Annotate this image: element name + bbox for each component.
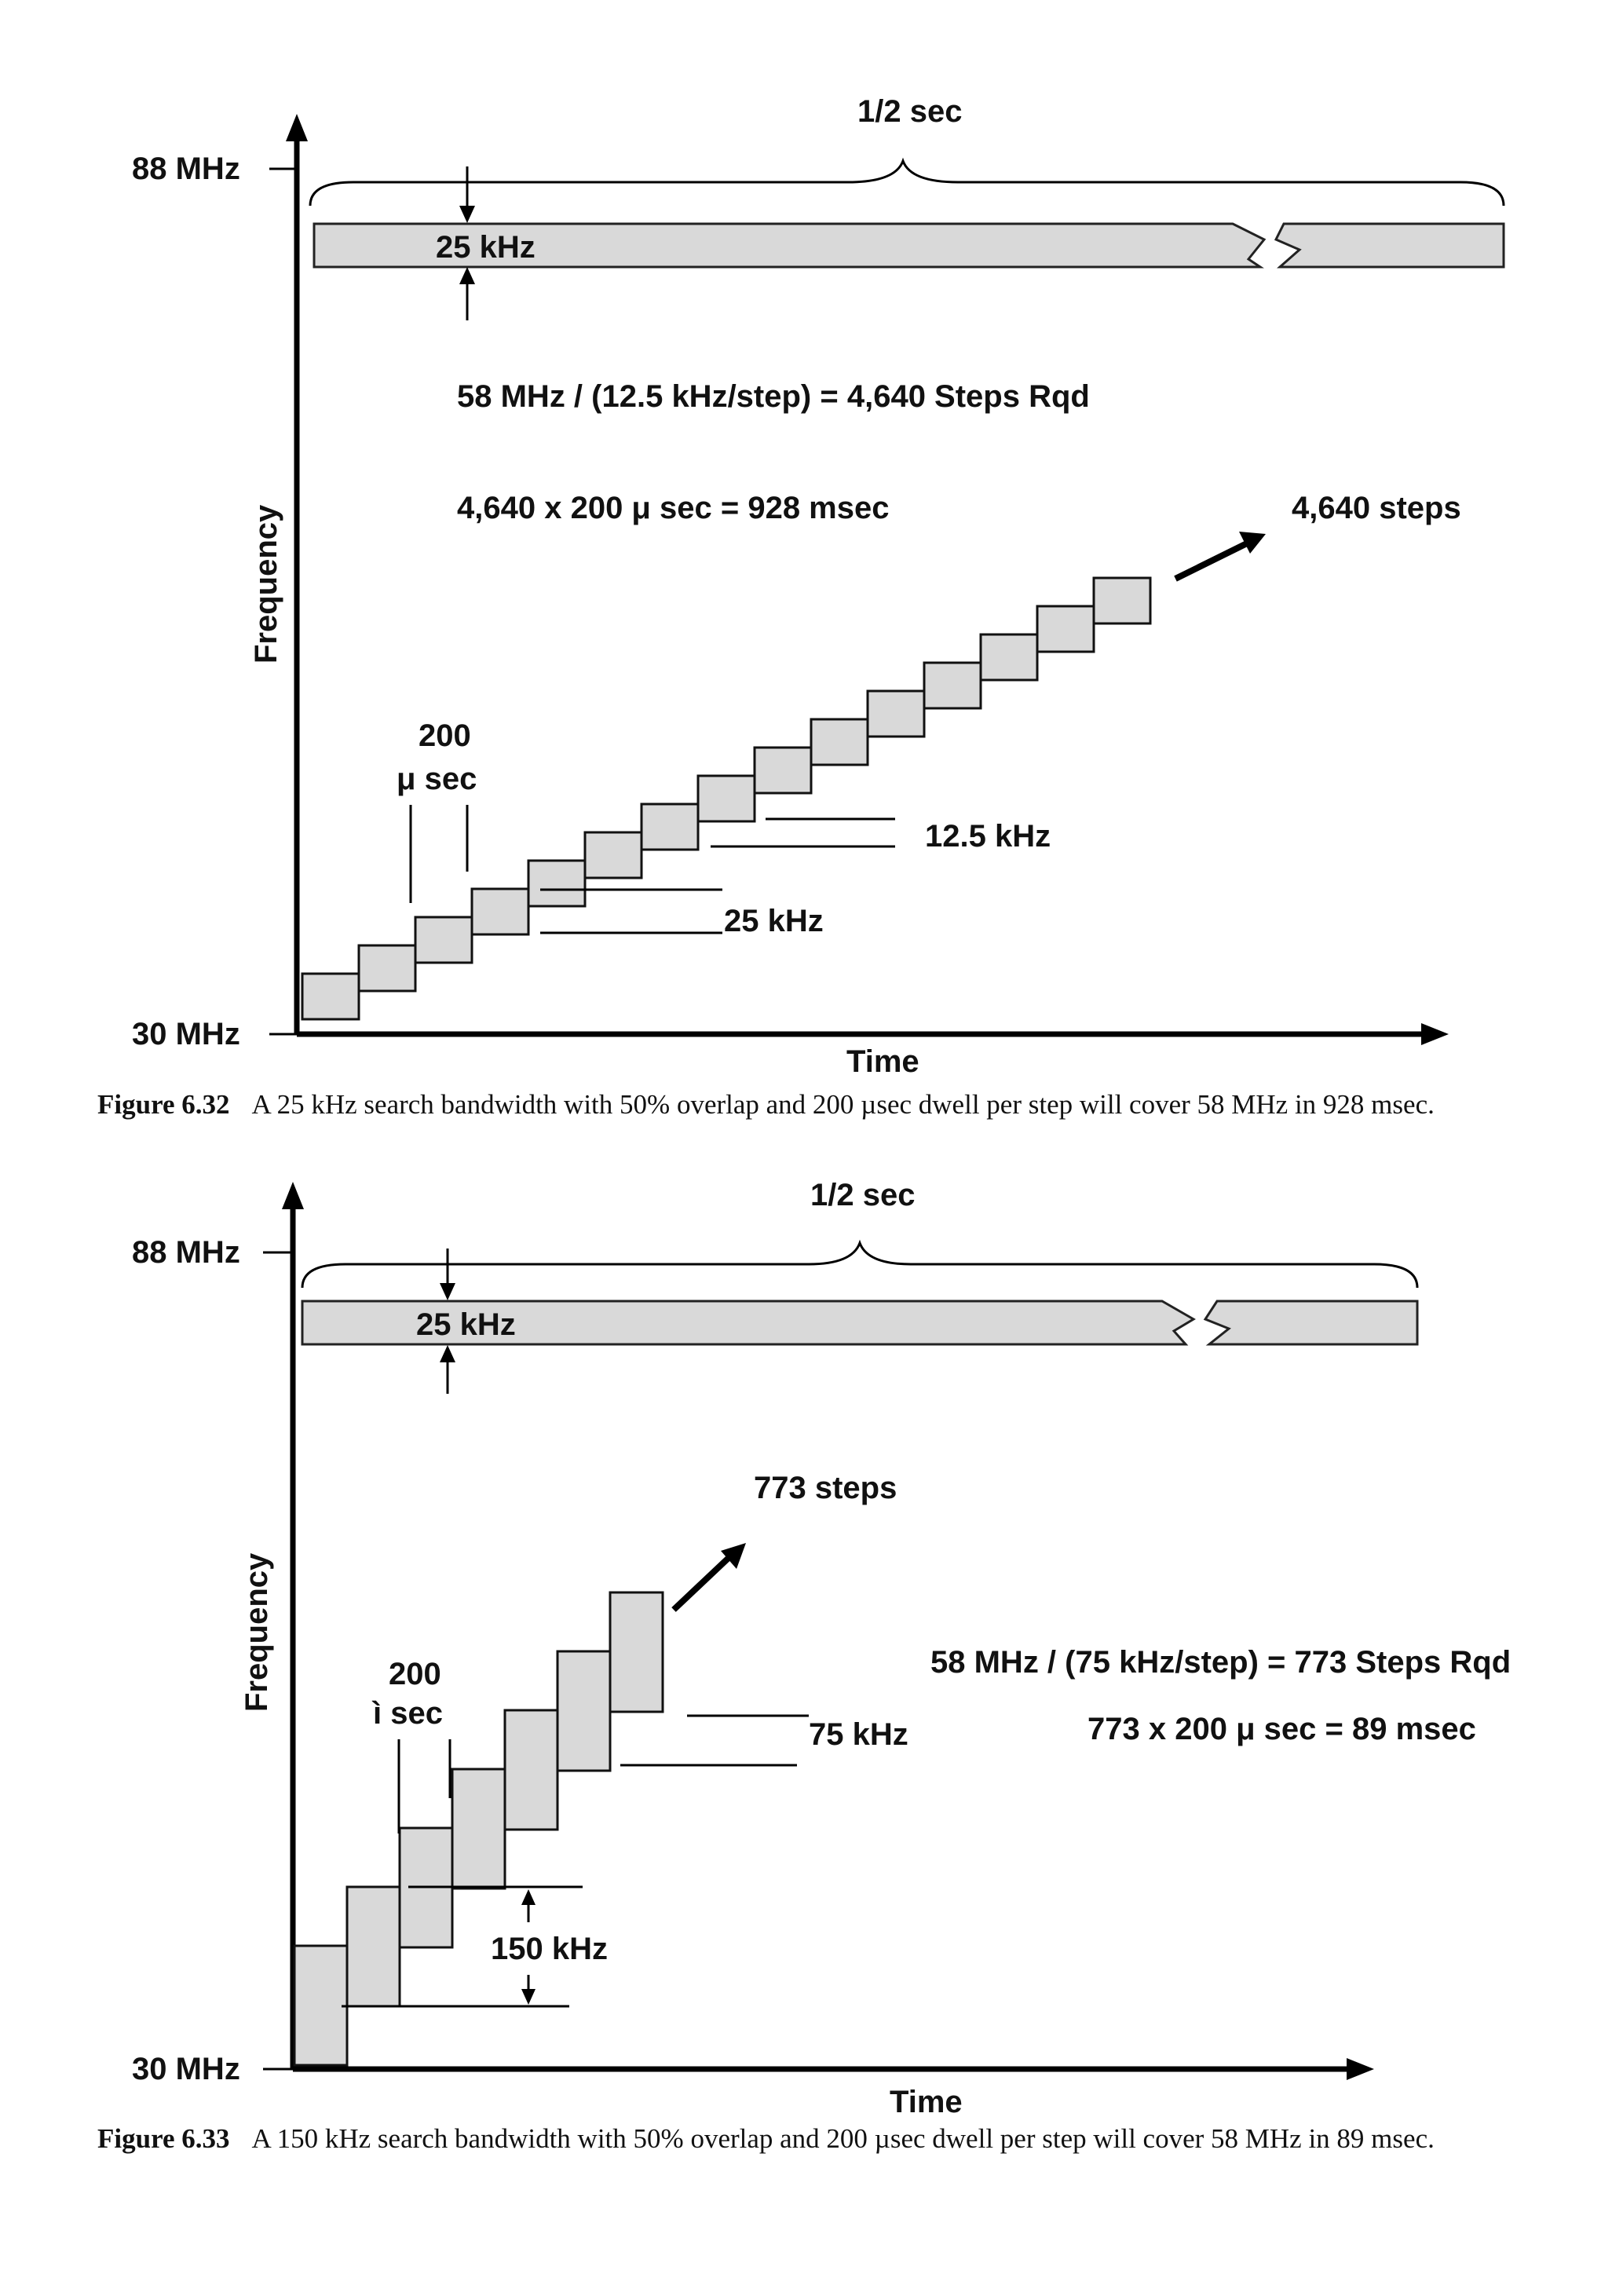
step-box [359, 945, 415, 991]
staircase [294, 1592, 663, 2065]
step-box [868, 691, 924, 737]
band-arrowhead-down [459, 206, 475, 223]
equation-2: 4,640 x 200 μ sec = 928 msec [457, 491, 890, 525]
figure-6-32-diagram [0, 0, 1623, 1079]
y-bottom-label: 30 MHz [132, 1017, 240, 1051]
step-box [528, 861, 585, 906]
step-box [302, 974, 359, 1019]
figure-6-32 [0, 0, 1623, 1079]
figure-6-33-diagram [0, 1162, 1623, 2199]
staircase [302, 578, 1150, 1019]
caption-text: A 150 kHz search bandwidth with 50% overlap and 200 µsec dwell per step will cover 58 MHz in 89 msec. [251, 2123, 1435, 2154]
step-box [347, 1887, 400, 2006]
x-axis-label: Time [890, 2085, 963, 2119]
step-box [505, 1710, 557, 1830]
dwell-value: 200 [389, 1657, 441, 1691]
band-right-segment [1205, 1301, 1417, 1344]
band-label: 25 kHz [416, 1307, 516, 1342]
figure-6-33-caption [97, 2122, 1526, 2156]
step-box [585, 832, 642, 878]
band-right-segment [1276, 224, 1504, 267]
increment-label: 12.5 kHz [925, 819, 1051, 854]
step-box [472, 889, 528, 934]
caption-text: A 25 kHz search bandwidth with 50% overlap and 200 µsec dwell per step will cover 58 MHz in 928 msec. [251, 1089, 1435, 1120]
dwell-value: 200 [419, 718, 471, 753]
dwell-unit: ì sec [373, 1696, 443, 1731]
step-box [557, 1651, 610, 1771]
steps-arrow [674, 1556, 730, 1610]
band-arrowhead-down [440, 1283, 455, 1300]
steps-label: 773 steps [754, 1471, 897, 1505]
figure-number: Figure 6.33 [97, 2123, 230, 2154]
width-arrowhead-down [521, 1989, 536, 2005]
half-second-brace [310, 161, 1504, 206]
width-arrowhead-up [521, 1889, 536, 1905]
step-box [698, 776, 755, 821]
brace-label: 1/2 sec [810, 1178, 916, 1212]
y-top-label: 88 MHz [132, 152, 240, 186]
dwell-unit: μ sec [397, 762, 477, 796]
figure-number: Figure 6.32 [97, 1089, 230, 1120]
step-box [452, 1769, 505, 1888]
steps-arrow [1175, 543, 1247, 579]
y-axis-label: Frequency [239, 1552, 274, 1712]
step-box [1037, 606, 1094, 652]
width-label: 150 kHz [491, 1932, 608, 1966]
step-box [610, 1592, 663, 1712]
step-box [811, 719, 868, 765]
step-box [755, 748, 811, 793]
increment-label: 75 kHz [809, 1717, 908, 1752]
equation-1: 58 MHz / (12.5 kHz/step) = 4,640 Steps Rqd [457, 379, 1090, 414]
band-arrowhead-up [459, 267, 475, 284]
step-box [415, 917, 472, 963]
x-axis-arrowhead [1347, 2058, 1374, 2080]
band-label: 25 kHz [436, 230, 536, 265]
y-bottom-label: 30 MHz [132, 2052, 240, 2086]
step-box [294, 1946, 347, 2065]
y-axis-label: Frequency [249, 504, 283, 664]
step-box [981, 634, 1037, 680]
equation-2: 773 x 200 μ sec = 89 msec [1087, 1712, 1476, 1746]
y-axis-arrowhead [286, 114, 308, 141]
x-axis-arrowhead [1421, 1023, 1449, 1045]
y-axis-arrowhead [282, 1182, 304, 1209]
equation-1: 58 MHz / (75 kHz/step) = 773 Steps Rqd [930, 1645, 1512, 1680]
step-box [642, 804, 698, 850]
step-box [1094, 578, 1150, 623]
x-axis-label: Time [846, 1044, 919, 1079]
step-box [924, 663, 981, 708]
half-second-brace [302, 1243, 1417, 1288]
steps-label: 4,640 steps [1292, 491, 1461, 525]
figure-6-32-caption [97, 1088, 1526, 1122]
y-top-label: 88 MHz [132, 1235, 240, 1270]
width-label: 25 kHz [724, 904, 824, 938]
band-arrowhead-up [440, 1345, 455, 1362]
brace-label: 1/2 sec [857, 94, 963, 129]
figure-6-33 [0, 1162, 1623, 2199]
